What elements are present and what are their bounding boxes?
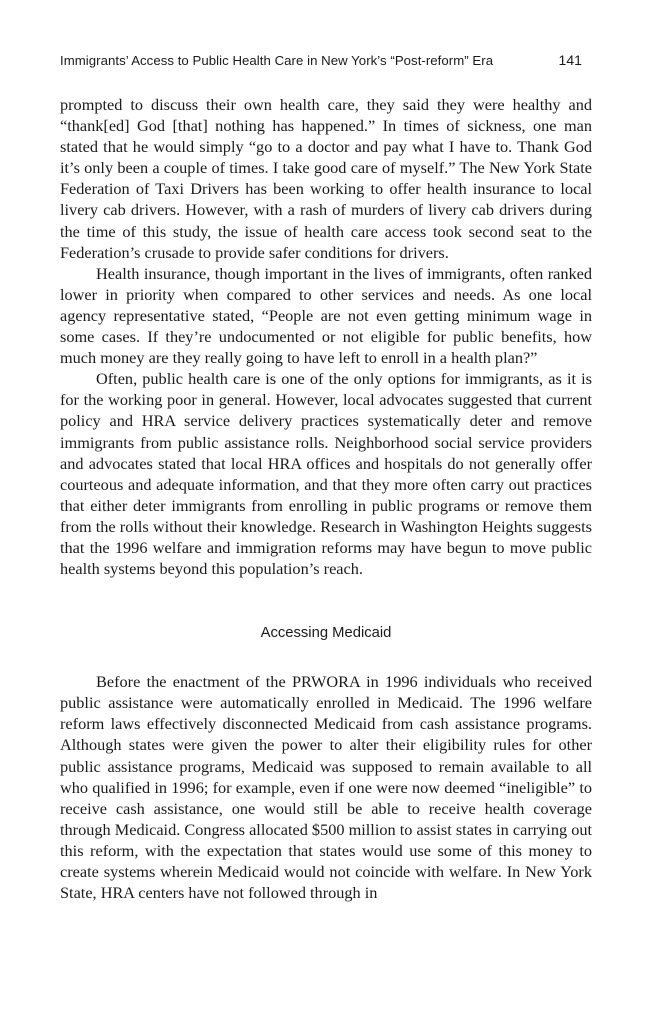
running-head-title: Immigrants’ Access to Public Health Care in New York’s “Post-reform” Era [60, 53, 494, 68]
paragraph-health-insurance: Health insurance, though important in the lives of immigrants, often ranked lower in priority when compared to other services and needs. As one local agency representative stated, “People are not even getting minimum wage in some cases. If they’re undocumented or not eligible for public benefits, how much money are they really going to have left to enroll in a health plan?” [60, 263, 592, 368]
page-number: 141 [558, 52, 582, 68]
body-text [60, 94, 592, 903]
paragraph-public-health-care: Often, public health care is one of the only options for immigrants, as it is for the working poor in general. However, local advocates suggested that current policy and HRA service delivery practices systematically deter and remove immigrants from public assistance rolls. Neighborhood social service providers and advocates stated that local HRA offices and hospitals do not generally offer courteous and adequate information, and that they more often carry out practices that either deter immigrants from enrolling in public programs or remove them from the rolls without their knowledge. Research in Washington Heights suggests that the 1996 welfare and immigration reforms may have begun to move public health systems beyond this population’s reach. [60, 369, 592, 579]
section-heading: Accessing Medicaid [260, 625, 392, 642]
running-head [60, 52, 592, 72]
book-page [60, 52, 592, 903]
paragraph-medicaid: Before the enactment of the PRWORA in 1996 individuals who received public assistance were automatically enrolled in Medicaid. The 1996 welfare reform laws effectively disconnected Medicaid from cash assistance programs. Although states were given the power to alter their eligibility rules for other public assistance programs, Medicaid was supposed to remain available to all who qualified in 1996; for example, even if one were now deemed “ineligible” to receive cash assistance, one would still be able to receive health coverage through Medicaid. Congress allocated $500 million to assist states in carrying out this reform, with the expectation that states would use some of this money to create systems wherein Medicaid would not coincide with welfare. In New York State, HRA centers have not followed through in [60, 672, 592, 903]
paragraph-continued: prompted to discuss their own health care, they said they were healthy and “thank[ed] God [that] nothing has happened.” In times of sickness, one man stated that he would simply “go to a doctor and pay what I have to. Thank God it’s only been a couple of times. I take good care of myself.” The New York State Federation of Taxi Drivers has been working to offer health insurance to local livery cab drivers. However, with a rash of murders of livery cab drivers during the time of this study, the issue of health care access took second seat to the Federation’s crusade to provide safer conditions for drivers. [60, 95, 592, 262]
